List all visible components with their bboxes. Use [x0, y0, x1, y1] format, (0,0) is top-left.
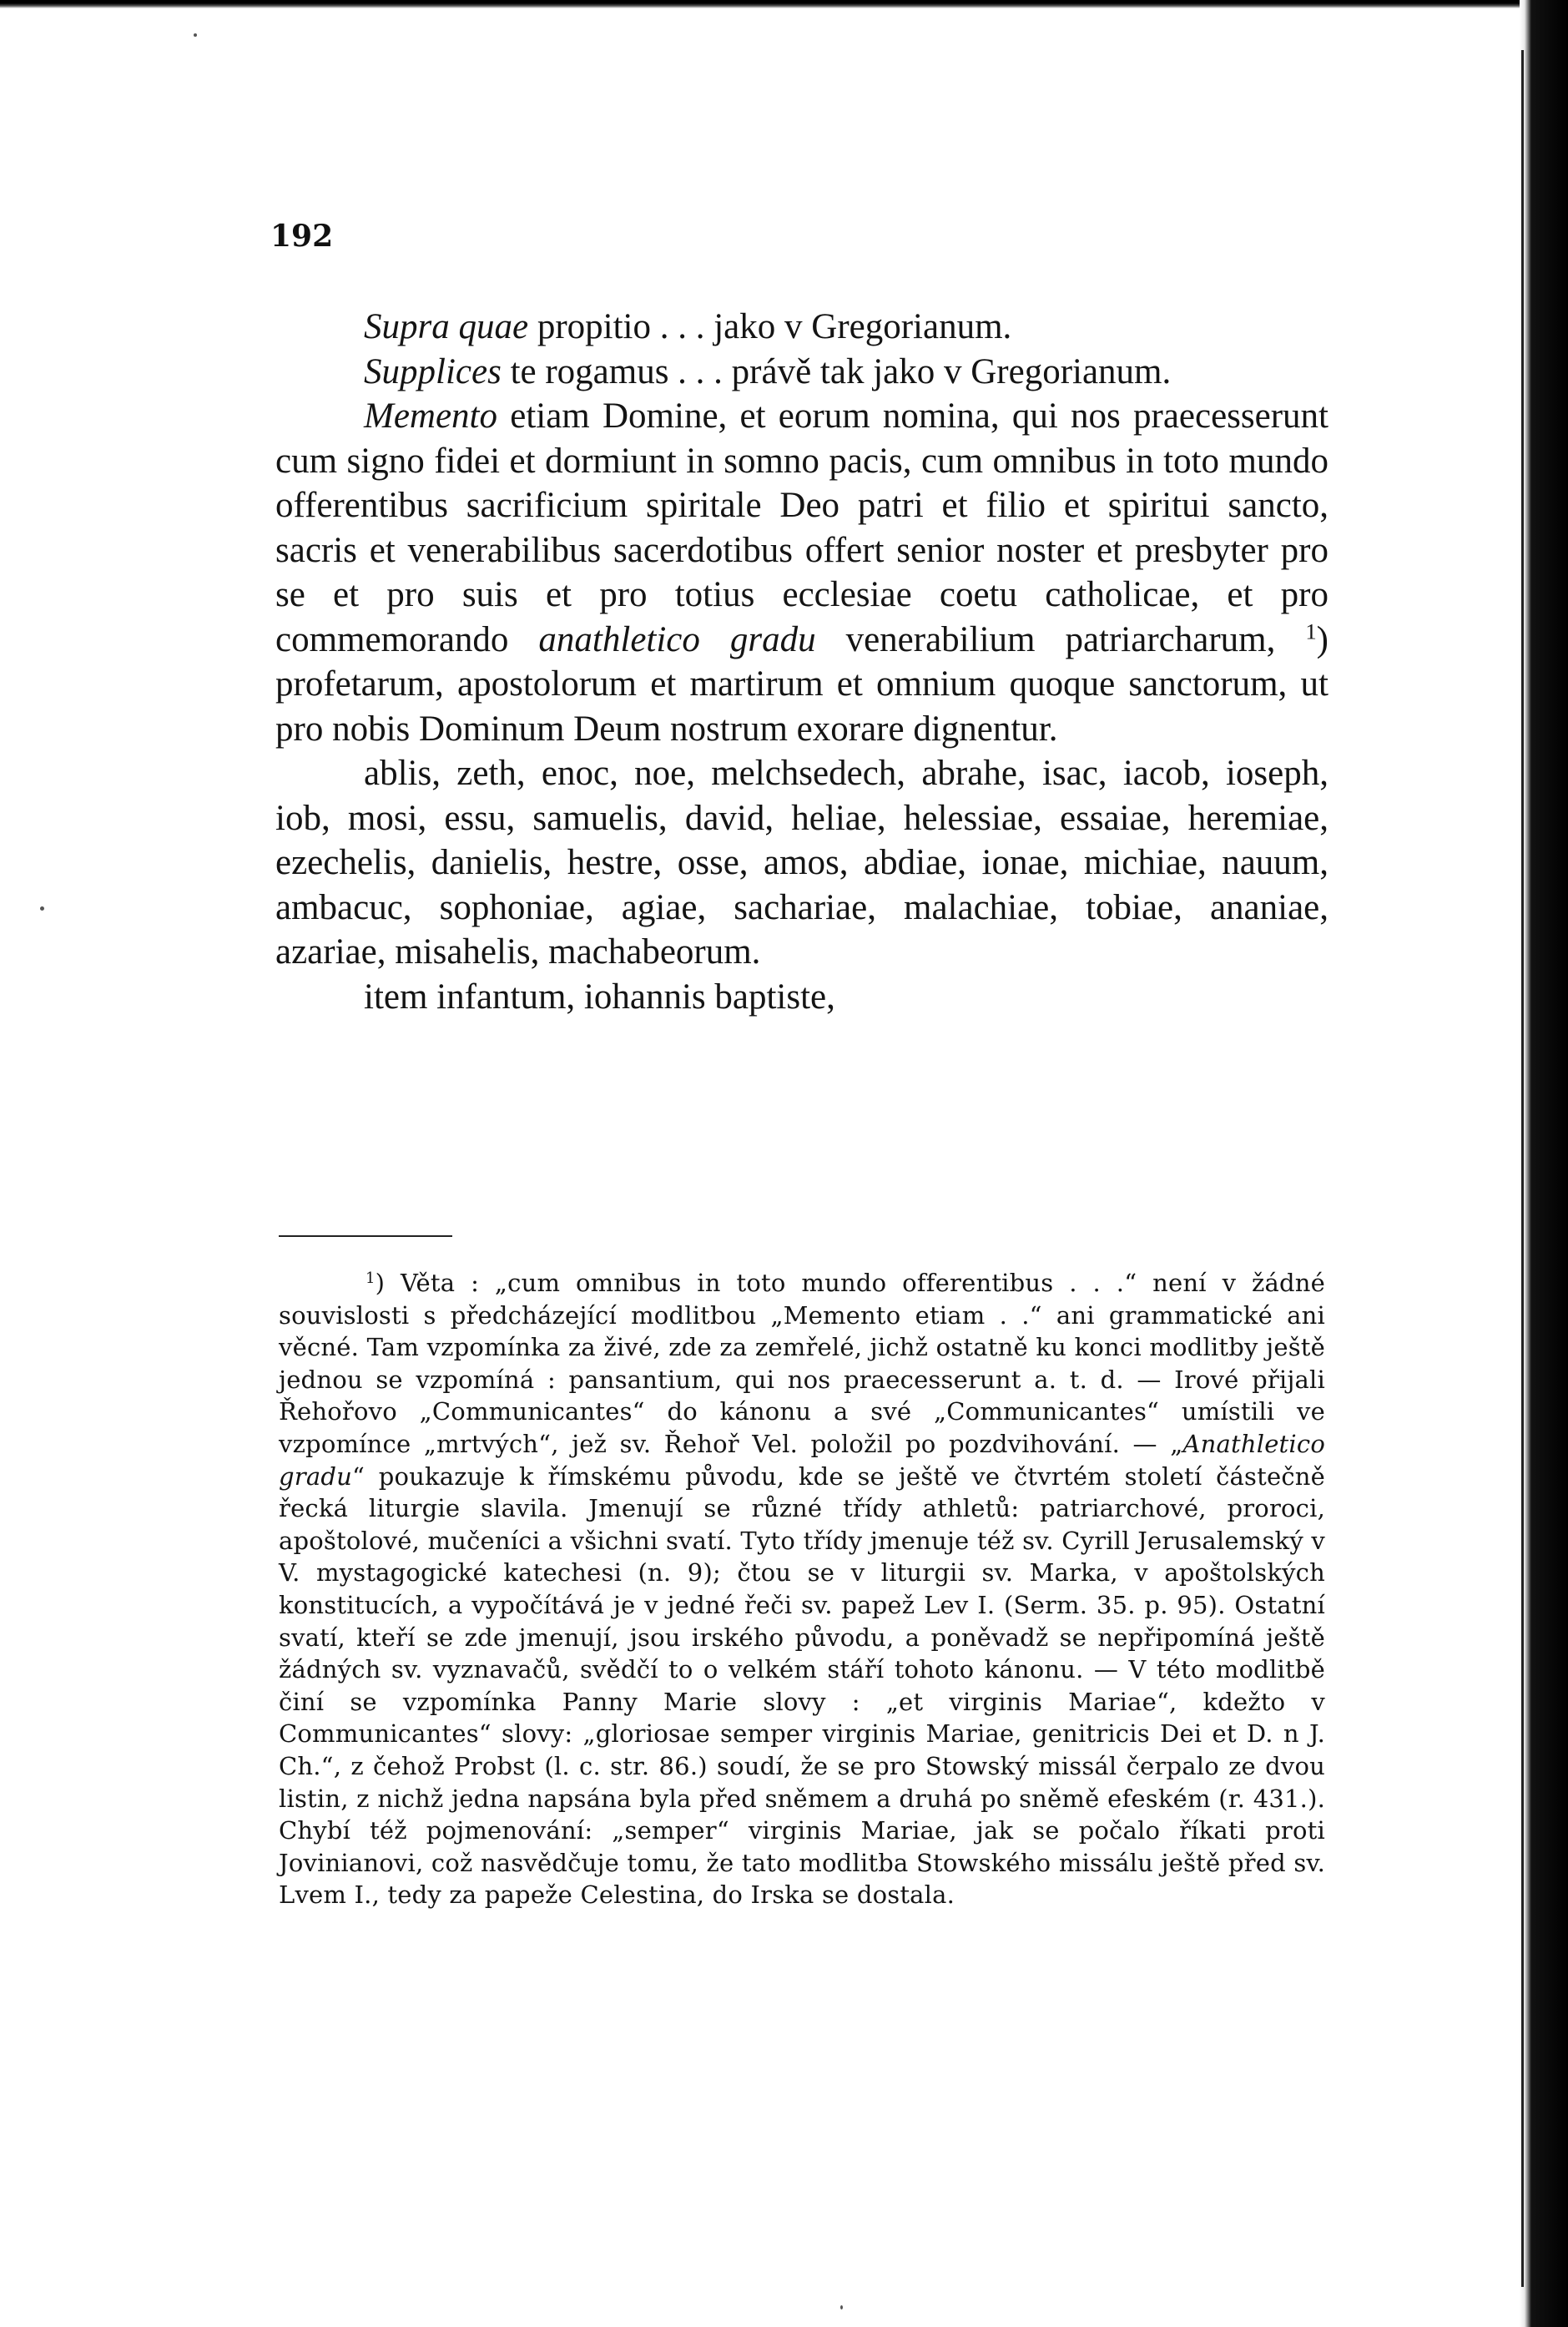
paragraph-text: propitio . . . jako v Gregorianum.: [528, 307, 1012, 346]
paragraph-text: ) profetarum, apostolorum et martirum et omnium quoque sanctorum, ut pro nobis Dominum Deum nostrum exorare dignentur.: [275, 619, 1329, 749]
footnote-separator: [279, 1235, 452, 1237]
paragraph-infantum: item infantum, iohannis baptiste,: [364, 977, 835, 1017]
scan-top-edge: [0, 0, 1568, 8]
scan-speck: [194, 33, 197, 37]
paragraph-supra-quae: [275, 305, 1329, 350]
footnote-block: [279, 1267, 1325, 1911]
incipit-italic: Memento: [364, 396, 497, 436]
scan-right-edge: [1520, 0, 1568, 2327]
paragraph-memento: [275, 394, 1329, 751]
paragraph-text: te rogamus . . . právě tak jako v Gregorianum.: [501, 351, 1172, 391]
scan-speck: [840, 2305, 843, 2309]
paragraph-names-list: ablis, zeth, enoc, noe, melchsedech, abrahe, isac, iacob, ioseph, iob, mosi, essu, samuelis, david, heliae, helessiae, essaiae, heremiae, ezechelis, danielis, hestre, osse, amos, abdiae, ionae, michiae, nauum, ambacuc, sophoniae, agiae, sachariae, malachiae, tobiae, ananiae, azariae, misahelis, machabeorum.: [275, 754, 1329, 972]
page-number: 192: [270, 219, 334, 254]
scan-edge-line: [1521, 50, 1524, 2287]
footnote-text: “ poukazuje k římskému původu, kde se ještě ve čtvrtém století částečně řecká liturgie slavila. Jmenují se různé třídy athletů: patriarchové, proroci, apoštolové, mučeníci a všichni svatí. Tyto třídy jmenuje též sv. Cyrill Jerusalemský v V. mystagogické katechesi (n. 9); čtou se v liturgii sv. Marka, v apoštolských konstitucích, a vypočítává je v jedné řeči sv. papež Lev I. (Serm. 35. p. 95). Ostatní svatí, kteří se zde jmenují, jsou irského původu, a poněvadž se nepřipomíná ještě žádných sv. vyznavačů, svědčí to o velkém stáří tohoto kánonu. — V této modlitbě činí se vzpomínka Panny Marie slovy : „et virginis Mariae“, kdežto v Communicantes“ slovy: „gloriosae semper virginis Mariae, genitricis Dei et D. n J. Ch.“, z čehož Probst (l. c. str. 86.) soudí, že se pro Stowský missál čerpalo ze dvou listin, z nichž jedna napsána byla před sněmem a druhá po sněmě efeském (r. 431.). Chybí též pojmenování: „semper“ virginis Mariae, jak se počalo říkati proti Jovinianovi, což nasvědčuje tomu, že tato modlitba Stowského missálu ještě před sv. Lvem I., tedy za papeže Celestina, do Irska se dostala.: [279, 1461, 1325, 1910]
incipit-italic: Supplices: [364, 351, 502, 391]
incipit-italic: Supra quae: [364, 307, 529, 346]
footnote-italic: Anathletico gradu: [279, 1429, 1325, 1491]
footnote-1: [279, 1267, 1325, 1911]
paragraph-text: venerabilium patriarcharum,: [815, 619, 1276, 659]
main-text: [275, 305, 1329, 1019]
footnote-text: ) Věta : „cum omnibus in toto mundo offerentibus . . .“ není v žádné souvislosti s předcházející modlitbou „Memento etiam . .“ ani grammatické ani věcné. Tam vzpomínka za živé, zde za zemřelé, jichž ostatně ku konci modlitby ještě jednou se vzpomíná : pansantium, qui nos praecesserunt a. t. d. — Irové přijali Řehořovo „Communicantes“ do kánonu a své „Communicantes“ umístili ve vzpomínce „mrtvých“, jež sv. Řehoř Vel. položil po pozdvihování. — „: [279, 1269, 1325, 1458]
paragraph-supplices: [275, 350, 1329, 395]
italic-phrase: anathletico gradu: [538, 619, 816, 659]
paragraph-text: etiam Domine, et eorum nomina, qui nos praecesserunt cum signo fidei et dormiunt in somno pacis, cum omnibus in toto mundo offerentibus sacrificium spiritale Deo patri et filio et spiritui sancto, sacris et venerabilibus sacerdotibus offert senior noster et presbyter pro se et pro suis et pro totius ecclesiae coetu catholicae, et pro commemorando: [275, 396, 1329, 659]
footnote-number: 1: [366, 1270, 376, 1288]
footnote-mark: 1: [1305, 618, 1317, 644]
scan-speck: [40, 906, 44, 911]
